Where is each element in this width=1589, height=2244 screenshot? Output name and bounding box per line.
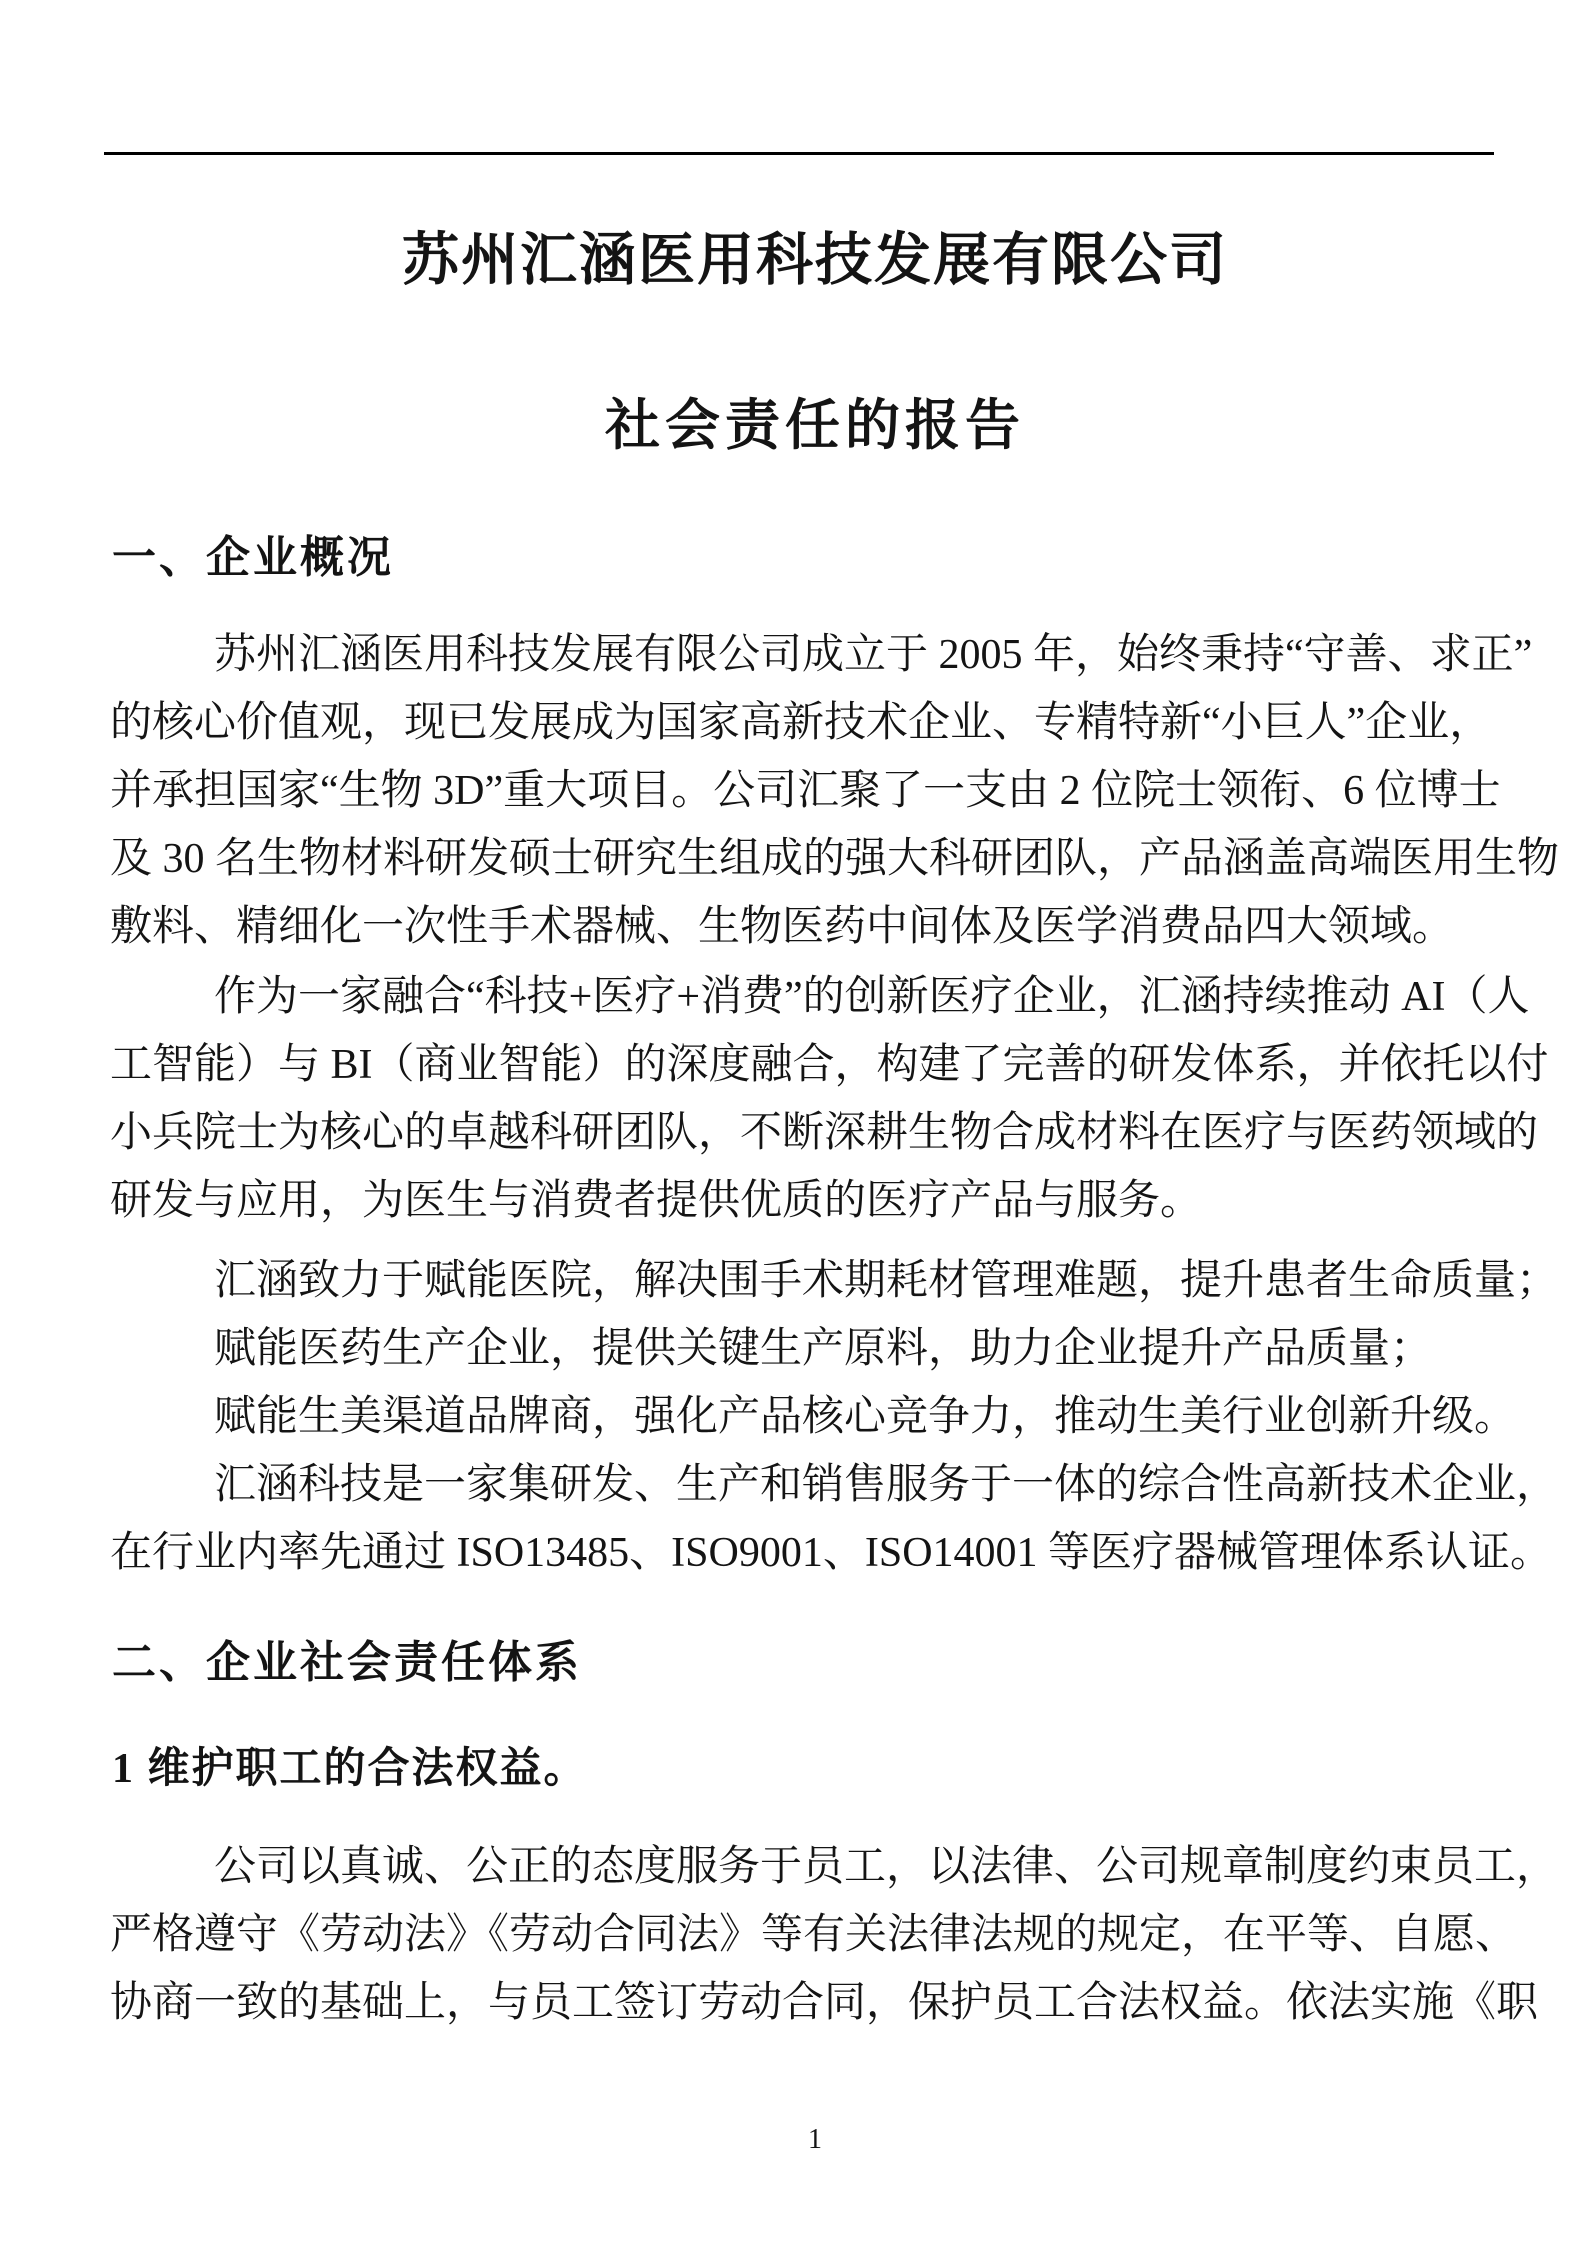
paragraph-line: 及 30 名生物材料研发硕士研究生组成的强大科研团队，产品涵盖高端医用生物 bbox=[110, 836, 1560, 882]
paragraph-line: 赋能生美渠道品牌商，强化产品核心竞争力，推动生美行业创新升级。 bbox=[214, 1394, 1517, 1440]
paragraph-empowerment bbox=[110, 1247, 1559, 1451]
paragraph-certifications bbox=[110, 1451, 1559, 1587]
section-heading-2: 二、企业社会责任体系 bbox=[112, 1638, 582, 1687]
subsection-heading-1: 1 维护职工的合法权益。 bbox=[112, 1746, 588, 1792]
section-heading-1: 一、企业概况 bbox=[112, 533, 394, 582]
document-subtitle: 社会责任的报告 bbox=[604, 395, 1025, 456]
paragraph-innovation bbox=[110, 963, 1549, 1235]
paragraph-line: 协商一致的基础上，与员工签订劳动合同，保护员工合法权益。依法实施《职 bbox=[110, 1980, 1539, 2026]
paragraph-line: 汇涵致力于赋能医院，解决围手术期耗材管理难题，提升患者生命质量； bbox=[214, 1258, 1559, 1304]
document-title: 苏州汇涵医用科技发展有限公司 bbox=[402, 229, 1228, 292]
header-rule bbox=[104, 152, 1494, 155]
paragraph-line: 敷料、精细化一次性手术器械、生物医药中间体及医学消费品四大领域。 bbox=[110, 904, 1455, 950]
paragraph-line: 在行业内率先通过 ISO13485、ISO9001、ISO14001 等医疗器械管理体系认证。 bbox=[110, 1530, 1553, 1576]
paragraph-line: 的核心价值观，现已发展成为国家高新技术企业、专精特新“小巨人”企业， bbox=[110, 700, 1492, 746]
paragraph-line: 公司以真诚、公正的态度服务于员工，以法律、公司规章制度约束员工， bbox=[214, 1844, 1559, 1890]
paragraph-line: 苏州汇涵医用科技发展有限公司成立于 2005 年，始终秉持“守善、求正” bbox=[214, 632, 1533, 678]
paragraph-employee-rights bbox=[110, 1833, 1559, 2037]
paragraph-company-overview bbox=[110, 621, 1560, 961]
paragraph-line: 汇涵科技是一家集研发、生产和销售服务于一体的综合性高新技术企业， bbox=[214, 1462, 1559, 1508]
paragraph-line: 小兵院士为核心的卓越科研团队，不断深耕生物合成材料在医疗与医药领域的 bbox=[110, 1110, 1539, 1156]
paragraph-line: 并承担国家“生物 3D”重大项目。公司汇聚了一支由 2 位院士领衔、6 位博士 bbox=[110, 768, 1501, 814]
page-number: 1 bbox=[808, 2124, 822, 2155]
paragraph-line: 严格遵守《劳动法》《劳动合同法》等有关法律法规的规定，在平等、自愿、 bbox=[110, 1912, 1518, 1958]
paragraph-line: 作为一家融合“科技+医疗+消费”的创新医疗企业，汇涵持续推动 AI（人 bbox=[214, 974, 1530, 1020]
paragraph-line: 赋能医药生产企业，提供关键生产原料，助力企业提升产品质量； bbox=[214, 1326, 1433, 1372]
paragraph-line: 工智能）与 BI（商业智能）的深度融合，构建了完善的研发体系，并依托以付 bbox=[110, 1042, 1549, 1088]
paragraph-line: 研发与应用，为医生与消费者提供优质的医疗产品与服务。 bbox=[110, 1178, 1203, 1224]
